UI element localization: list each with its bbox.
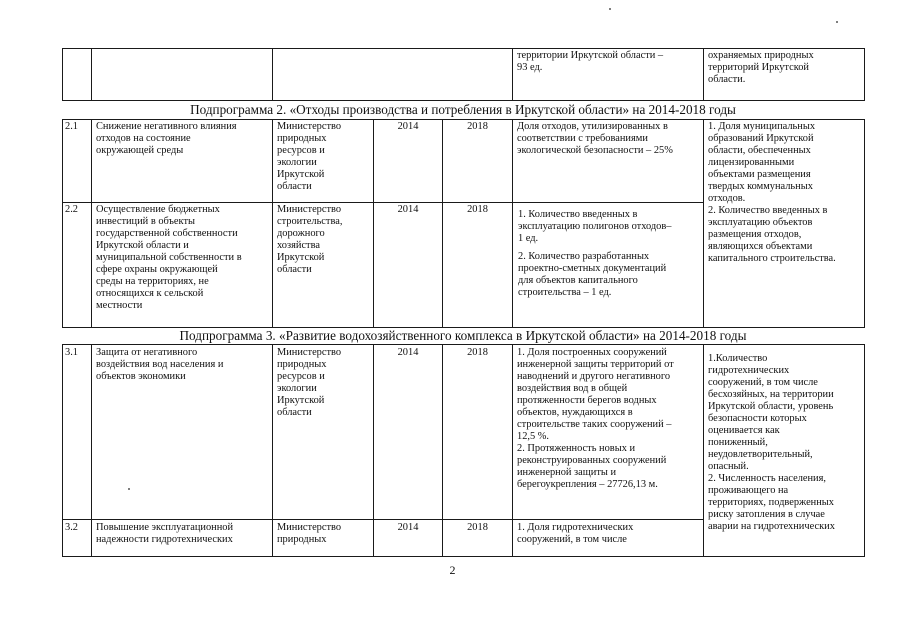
row-3-2-start-year: 2014 (397, 522, 419, 533)
row-3-1-number: 3.1 (65, 347, 78, 358)
row-3-2-name: Повышение эксплуатационной надежности гидротехнических (96, 522, 234, 545)
row-2-1-end-year: 2018 (467, 121, 488, 132)
row-3-2-end-year: 2018 (467, 522, 488, 533)
scan-speck (609, 8, 611, 10)
row-2-1-indicator: Доля отходов, утилизированных в соответствии с требованиями экологической безопасности – 25% (517, 121, 673, 156)
top-row-result: охраняемых природных территорий Иркутской области. (708, 50, 814, 85)
subprogram-3-heading: Подпрограмма 3. «Развитие водохозяйственного комплекса в Иркутской области» на 2014-2018 годы (179, 328, 747, 343)
row-3-1-executor: Министерство природных ресурсов и экологии Иркутской области (277, 347, 342, 418)
top-row-indicator: территории Иркутской области – 93 ед. (517, 50, 664, 73)
row-2-1-number: 2.1 (65, 121, 78, 132)
row-3-1-start-year: 2014 (397, 347, 419, 358)
row-3-2-executor: Министерство природных (277, 522, 342, 545)
row-2-2-number: 2.2 (65, 204, 78, 215)
row-3-1-end-year: 2018 (467, 347, 488, 358)
row-2-2-indicator-1: 1. Количество введенных в эксплуатацию полигонов отходов– 1 ед. (518, 209, 672, 244)
row-2-2-start-year: 2014 (397, 204, 419, 215)
row-2-2-name: Осуществление бюджетных инвестиций в объекты государственной собственности Иркутской области и муниципальной собственности в сфере охраны окружающей среды на территориях, не относящихся к сельской местности (96, 204, 242, 311)
row-3-2-indicator: 1. Доля гидротехнических сооружений, в том числе (517, 522, 634, 545)
row-2-2-executor: Министерство строительства, дорожного хозяйства Иркутской области (277, 204, 343, 275)
row-2-1-executor: Министерство природных ресурсов и экологии Иркутской области (277, 121, 342, 192)
row-3-1-name: Защита от негативного воздействия вод населения и объектов экономики (96, 347, 224, 382)
row-2-1-start-year: 2014 (397, 121, 419, 132)
subprogram-2-result: 1. Доля муниципальных образований Иркутской области, обеспеченных лицензированными объектами размещения твердых коммунальных отходов. 2. Количество введенных в эксплуатацию объектов размещения отходов, являющихся объектами капитального строительства. (708, 121, 836, 264)
row-3-2-number: 3.2 (65, 522, 78, 533)
subprogram-3-result: 1.Количество гидротехнических сооружений, в том числе бесхозяйных, на территории Иркутской области, уровень безопасности которых оценивается как пониженный, неудовлетворительный, опасный. 2. Численность населения, проживающего на территориях, подверженных риску затопления в случае аварии на гидротехнических (708, 353, 835, 532)
row-3-1-indicator: 1. Доля построенных сооружений инженерной защиты территорий от наводнений и другого негативного воздействия вод в общей протяженности берегов водных объектов, нуждающихся в строительстве таких сооружений – 12,5 %. 2. Протяженность новых и реконструированных сооружений инженерной защиты и берегоукрепления – 27726,13 м. (517, 347, 674, 490)
page-number: 2 (449, 563, 456, 577)
subprogram-2-heading: Подпрограмма 2. «Отходы производства и потребления в Иркутской области» на 2014-2018 годы (190, 102, 736, 117)
scan-speck (128, 488, 130, 490)
scan-speck (836, 21, 838, 23)
row-2-2-end-year: 2018 (467, 204, 488, 215)
row-2-1-name: Снижение негативного влияния отходов на состояние окружающей среды (96, 121, 237, 156)
row-2-2-indicator-2: 2. Количество разработанных проектно-сметных документаций для объектов капитального строительства – 1 ед. (518, 251, 667, 298)
